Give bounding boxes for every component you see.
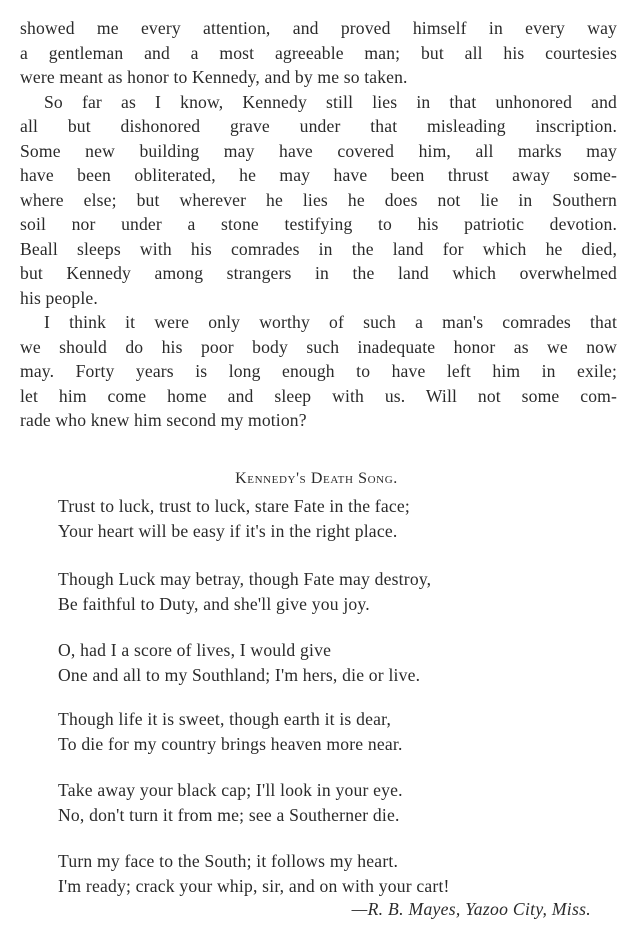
prose-line: showed me every attention, and proved himself in every way xyxy=(20,18,617,38)
prose-line: I think it were only worthy of such a man's comrades that xyxy=(44,312,617,332)
prose-line: we should do his poor body such inadequate honor as we now xyxy=(20,336,617,357)
stanza xyxy=(58,567,431,617)
prose-line: all but dishonored grave under that misleading inscription. xyxy=(20,116,617,136)
prose-line: may. Forty years is long enough to have left him in exile; xyxy=(20,361,617,381)
prose-line: were meant as honor to Kennedy, and by me so taken. xyxy=(20,67,408,87)
prose-line: have been obliterated, he may have been thrust away some- xyxy=(20,165,617,185)
verse-line: Turn my face to the South; it follows my heart. xyxy=(58,851,399,871)
verse-line: Your heart will be easy if it's in the right place. xyxy=(58,521,398,541)
verse-line: To die for my country brings heaven more near. xyxy=(58,734,403,754)
prose-line: rade who knew him second my motion? xyxy=(20,410,307,430)
verse-line: Though Luck may betray, though Fate may destroy, xyxy=(58,569,432,589)
verse-line: Take away your black cap; I'll look in your eye. xyxy=(58,780,403,800)
verse-line: Be faithful to Duty, and she'll give you joy. xyxy=(58,594,370,614)
prose-line: So far as I know, Kennedy still lies in that unhonored and xyxy=(44,91,617,112)
prose-body xyxy=(0,16,633,433)
prose-line: his people. xyxy=(20,287,98,308)
prose-line: Beall sleeps with his comrades in the land for which he died, xyxy=(20,238,617,259)
prose-line: where else; but wherever he lies he does not lie in Southern xyxy=(20,189,617,210)
verse-line: Though life it is sweet, though earth it is dear, xyxy=(58,709,392,729)
prose-line: Some new building may have covered him, all marks may xyxy=(20,140,617,161)
attribution: —R. B. Mayes, Yazoo City, Miss. xyxy=(351,899,591,919)
verse-line: I'm ready; crack your whip, sir, and on with your cart! xyxy=(58,876,450,896)
prose-line: but Kennedy among strangers in the land which overwhelmed xyxy=(20,263,617,283)
verse-line: No, don't turn it from me; see a Southerner die. xyxy=(58,805,400,825)
stanza xyxy=(58,638,420,688)
prose-line: let him come home and sleep with us. Will not some com- xyxy=(20,385,617,406)
verse-line: Trust to luck, trust to luck, stare Fate in the face; xyxy=(58,496,410,516)
stanza xyxy=(58,778,403,828)
verse-line: O, had I a score of lives, I would give xyxy=(58,640,332,660)
prose-line: a gentleman and a most agreeable man; but all his courtesies xyxy=(20,42,617,63)
stanza xyxy=(58,494,410,544)
stanza xyxy=(58,849,450,899)
song-title xyxy=(0,470,633,488)
song-title-text: Kennedy's Death Song. xyxy=(235,470,398,487)
verse-line: One and all to my Southland; I'm hers, die or live. xyxy=(58,665,421,685)
prose-line: soil nor under a stone testifying to his patriotic devotion. xyxy=(20,214,617,234)
stanza xyxy=(58,707,403,757)
